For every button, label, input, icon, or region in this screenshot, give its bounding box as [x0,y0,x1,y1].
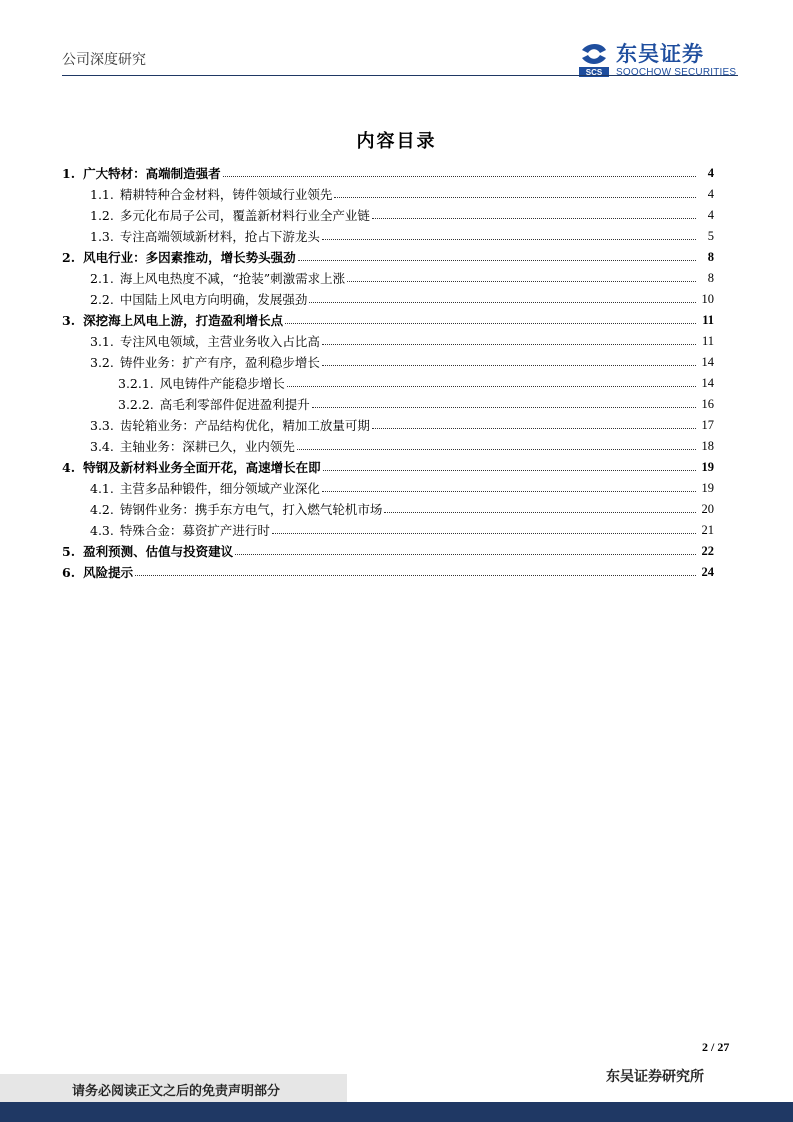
toc-entry-page: 4 [707,166,714,180]
toc-leader-dots [312,407,696,408]
toc-entry-number: 4.3. [90,523,114,538]
toc-leader-dots [298,260,696,261]
toc-entry-title: 风电行业：多因素推动，增长势头强劲 [83,250,296,265]
toc-entry-page: 22 [701,544,714,558]
logo-english-name: SOOCHOW SECURITIES [616,67,737,78]
toc-entry-title: 风险提示 [83,565,134,580]
toc-entry-page: 4 [707,187,714,201]
toc-leader-dots [272,533,696,534]
toc-entry-page: 21 [701,523,714,537]
toc-entry-title: 主轴业务：深耕已久，业内领先 [119,439,295,454]
toc-leader-dots [135,575,696,576]
toc-entry-title: 特殊合金：募资扩产进行时 [119,523,270,538]
report-type-label: 公司深度研究 [62,52,146,68]
toc-entry[interactable] [62,244,714,265]
page-number: 2 / 27 [702,1040,730,1054]
toc-entry[interactable] [62,160,714,181]
footer-firm-name: 东吴证券研究所 [606,1069,704,1085]
toc-entry[interactable] [62,265,714,286]
toc-leader-dots [384,512,696,513]
footer-bar [0,1102,793,1122]
toc-entry-page: 8 [707,250,714,264]
toc-entry-number: 1.1. [90,187,114,202]
toc-leader-dots [372,428,696,429]
logo-chinese-name: 东吴证券 [616,42,704,66]
toc-entry[interactable] [62,223,714,244]
toc-entry[interactable] [62,349,714,370]
toc-leader-dots [322,491,696,492]
toc-entry-page: 17 [701,418,714,432]
toc-entry-title: 风电铸件产能稳步增长 [159,376,285,391]
toc-entry-number: 4.1. [90,481,114,496]
toc-entry-title: 铸钢件业务：携手东方电气，打入燃气轮机市场 [119,502,383,517]
toc-entry[interactable] [62,370,714,391]
toc-entry[interactable] [62,475,714,496]
toc-leader-dots [322,239,696,240]
toc-entry-number: 6. [62,565,76,580]
toc-entry-page: 5 [707,229,714,243]
toc-leader-dots [297,449,696,450]
toc-entry-title: 主营多品种锻件，细分领域产业深化 [119,481,320,496]
toc-leader-dots [322,365,696,366]
toc-entry[interactable] [62,517,714,538]
toc-leader-dots [223,176,696,177]
toc-entry-page: 11 [701,334,714,348]
toc-leader-dots [235,554,696,555]
toc-entry[interactable] [62,538,714,559]
toc-entry-number: 1.3. [90,229,114,244]
toc-leader-dots [285,323,696,324]
toc-title: 内容目录 [356,131,437,152]
toc-entry[interactable] [62,496,714,517]
toc-entry[interactable] [62,202,714,223]
soochow-logo-icon [578,42,610,78]
toc-entry[interactable] [62,559,714,580]
toc-entry-title: 专注风电领域，主营业务收入占比高 [119,334,320,349]
toc-entry-number: 2. [62,250,76,265]
toc-entry-title: 高毛利零部件促进盈利提升 [159,397,310,412]
toc-leader-dots [334,197,696,198]
toc-leader-dots [347,281,696,282]
toc-leader-dots [372,218,696,219]
toc-entry-page: 24 [701,565,714,579]
header-divider [62,75,738,76]
toc-entry-number: 3.2.2. [118,397,154,412]
footer-disclaimer-box [0,1074,347,1102]
toc-entry[interactable] [62,433,714,454]
footer-disclaimer: 请务必阅读正文之后的免责声明部分 [72,1084,281,1099]
toc-entry-title: 广大特材：高端制造强者 [83,166,221,181]
toc-entry-title: 深挖海上风电上游，打造盈利增长点 [83,313,284,328]
toc-entry[interactable] [62,286,714,307]
logo-mark-text: SCS [585,68,603,77]
toc-entry-title: 盈利预测、估值与投资建议 [83,544,234,559]
toc-entry-page: 16 [701,397,714,411]
toc-entry-page: 14 [701,355,714,369]
toc-entry-page: 11 [702,313,714,327]
toc-entry-number: 4. [62,460,76,475]
toc-entry-title: 精耕特种合金材料，铸件领域行业领先 [119,187,333,202]
toc-entry[interactable] [62,307,714,328]
toc-entry[interactable] [62,412,714,433]
toc-entry-page: 10 [701,292,714,306]
toc-entry-title: 海上风电热度不减，“抢装”刺激需求上涨 [119,271,346,286]
toc-entry-page: 8 [707,271,714,285]
toc-entry[interactable] [62,328,714,349]
toc-entry-number: 3. [62,313,76,328]
toc-entry[interactable] [62,181,714,202]
toc-entry-number: 1. [62,166,76,181]
toc-entry-page: 20 [701,502,714,516]
toc-leader-dots [309,302,696,303]
toc-entry-number: 5. [62,544,76,559]
toc-leader-dots [323,470,696,471]
toc-entry-number: 2.1. [90,271,114,286]
toc-entry-number: 3.2. [90,355,114,370]
toc-entry-number: 3.3. [90,418,114,433]
toc-entry-title: 特钢及新材料业务全面开花，高速增长在即 [83,460,321,475]
toc-entry-page: 4 [707,208,714,222]
toc-entry-number: 2.2. [90,292,114,307]
toc-entry-title: 铸件业务：扩产有序，盈利稳步增长 [119,355,320,370]
toc-entry-title: 中国陆上风电方向明确，发展强劲 [119,292,308,307]
toc-entry-title: 专注高端领域新材料，抢占下游龙头 [119,229,320,244]
toc-entry-title: 多元化布局子公司，覆盖新材料行业全产业链 [119,208,370,223]
toc-entry-number: 1.2. [90,208,114,223]
toc-entry-page: 18 [701,439,714,453]
toc-leader-dots [322,344,696,345]
toc-leader-dots [287,386,696,387]
table-of-contents [62,160,714,580]
toc-entry-page: 19 [701,481,714,495]
toc-entry-page: 14 [701,376,714,390]
toc-entry-page: 19 [701,460,714,474]
toc-entry-number: 3.1. [90,334,114,349]
toc-entry-title: 齿轮箱业务：产品结构优化，精加工放量可期 [119,418,370,433]
toc-entry-number: 3.2.1. [118,376,154,391]
toc-entry[interactable] [62,391,714,412]
company-logo [578,42,738,78]
toc-entry-number: 3.4. [90,439,114,454]
toc-entry-number: 4.2. [90,502,114,517]
toc-entry[interactable] [62,454,714,475]
